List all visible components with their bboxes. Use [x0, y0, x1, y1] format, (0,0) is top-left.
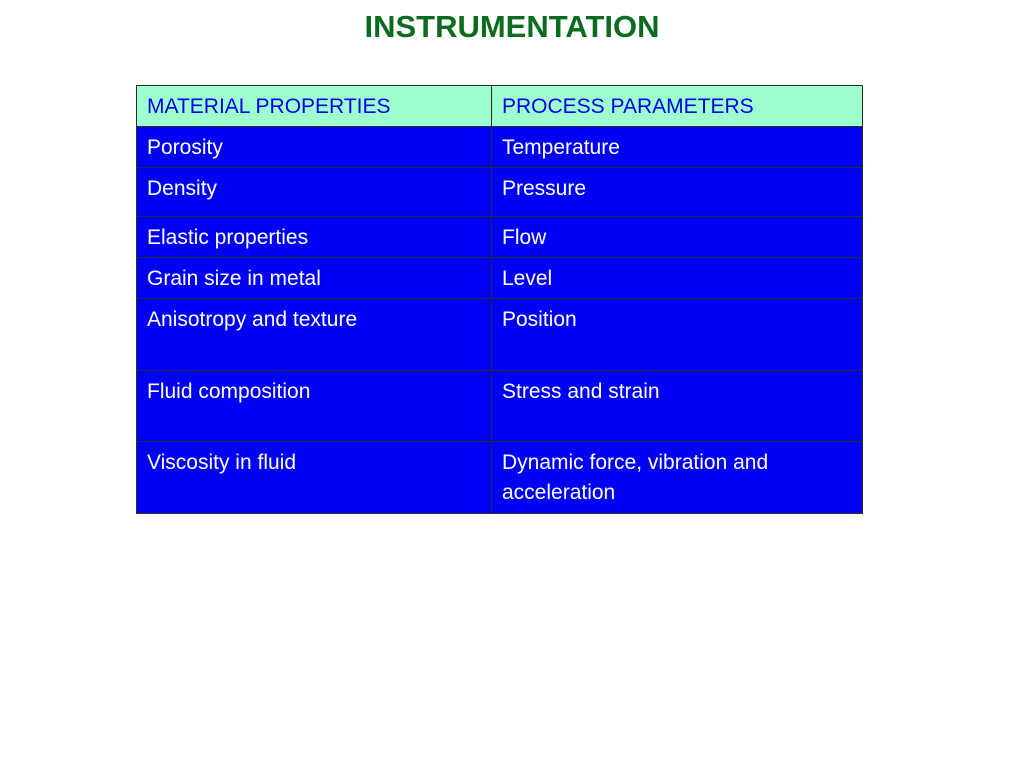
process-parameter-cell: Dynamic force, vibration and acceleration: [492, 442, 863, 514]
material-property-cell: Elastic properties: [137, 217, 492, 258]
table-row: [137, 371, 863, 442]
material-property-cell: Fluid composition: [137, 371, 492, 442]
process-parameter-cell: Stress and strain: [492, 371, 863, 442]
material-property-cell: Viscosity in fluid: [137, 442, 492, 514]
process-parameter-cell: Flow: [492, 217, 863, 258]
table-header-row: [137, 86, 863, 127]
table-row: [137, 168, 863, 217]
slide-title: INSTRUMENTATION: [364, 9, 660, 44]
table-row: [137, 217, 863, 258]
process-parameter-cell: Position: [492, 299, 863, 371]
material-property-cell: Grain size in metal: [137, 258, 492, 299]
header-process-parameters: PROCESS PARAMETERS: [492, 86, 863, 127]
table-row: [137, 299, 863, 371]
process-parameter-cell: Pressure: [492, 168, 863, 217]
table-row: [137, 127, 863, 168]
table-row: [137, 442, 863, 514]
material-property-cell: Anisotropy and texture: [137, 299, 492, 371]
table-row: [137, 258, 863, 299]
process-parameter-cell: Temperature: [492, 127, 863, 168]
header-material-properties: MATERIAL PROPERTIES: [137, 86, 492, 127]
process-parameter-cell: Level: [492, 258, 863, 299]
material-property-cell: Porosity: [137, 127, 492, 168]
instrumentation-table: [136, 85, 863, 514]
material-property-cell: Density: [137, 168, 492, 217]
